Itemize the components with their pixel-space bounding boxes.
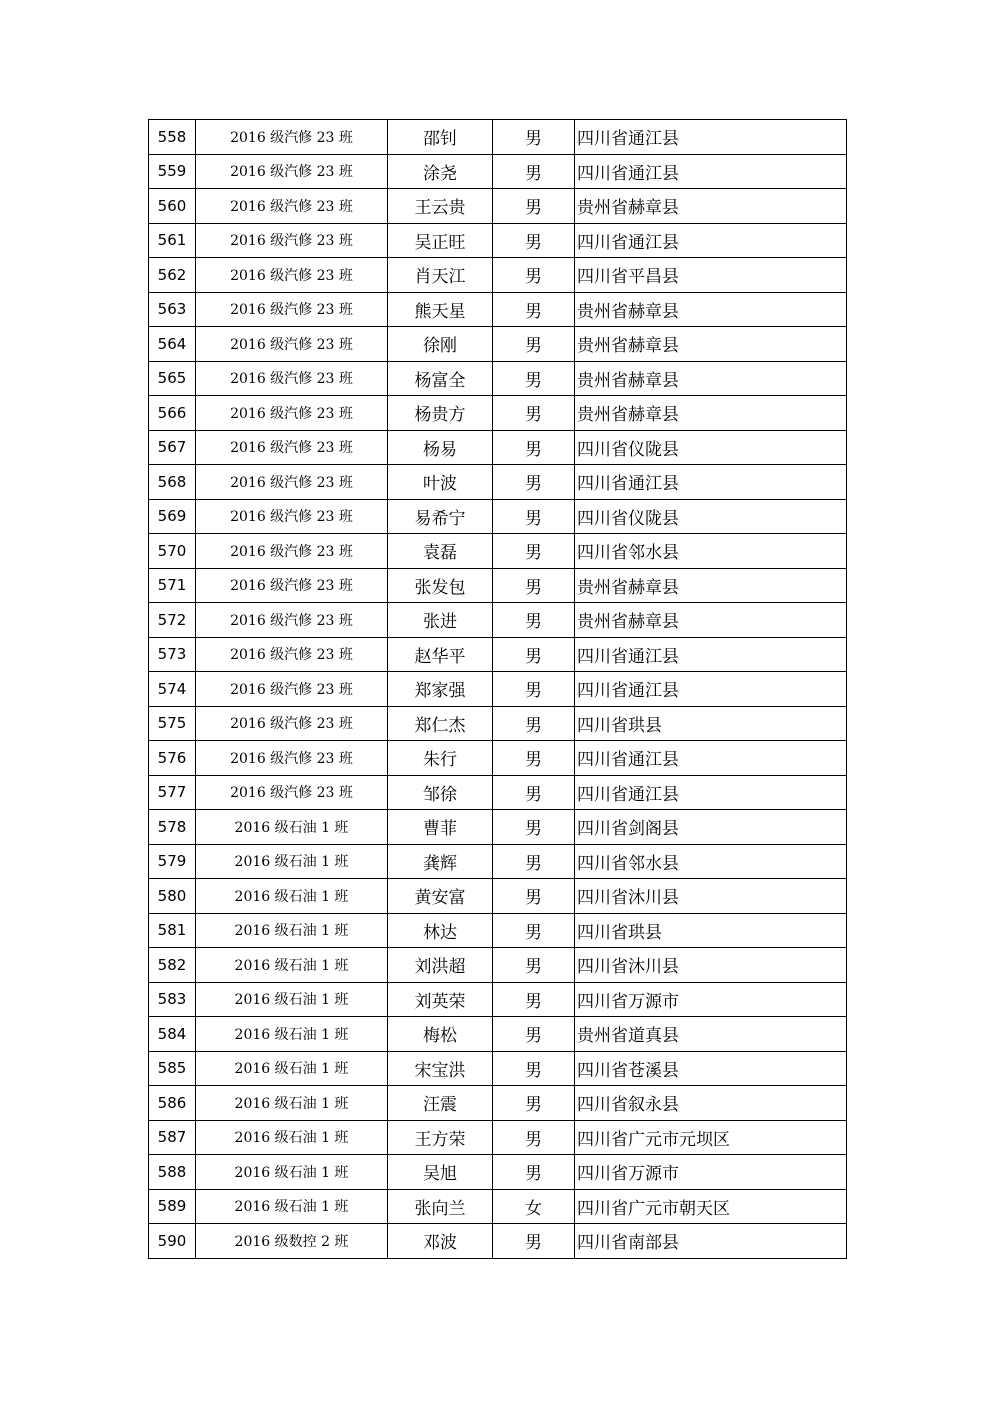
class-cell: 2016 级石油 1 班 (196, 844, 388, 879)
origin-cell: 四川省通江县 (575, 154, 847, 189)
table-row (149, 1120, 847, 1155)
class-cell: 2016 级汽修 23 班 (196, 154, 388, 189)
gender-cell: 男 (493, 189, 575, 224)
class-cell: 2016 级石油 1 班 (196, 1051, 388, 1086)
class-cell: 2016 级汽修 23 班 (196, 396, 388, 431)
table-row (149, 810, 847, 845)
row-number-cell: 568 (149, 465, 196, 500)
row-number-cell: 573 (149, 637, 196, 672)
gender-cell: 男 (493, 396, 575, 431)
gender-cell: 男 (493, 775, 575, 810)
table-row (149, 396, 847, 431)
row-number-cell: 579 (149, 844, 196, 879)
student-name-cell: 邵钊 (388, 120, 493, 155)
table-row (149, 603, 847, 638)
origin-cell: 四川省叙永县 (575, 1086, 847, 1121)
class-cell: 2016 级汽修 23 班 (196, 292, 388, 327)
row-number-cell: 583 (149, 982, 196, 1017)
origin-cell: 四川省邻水县 (575, 534, 847, 569)
origin-cell: 四川省通江县 (575, 637, 847, 672)
gender-cell: 男 (493, 913, 575, 948)
gender-cell: 男 (493, 1017, 575, 1052)
origin-cell: 四川省珙县 (575, 706, 847, 741)
table-row (149, 1155, 847, 1190)
row-number-cell: 572 (149, 603, 196, 638)
row-number-cell: 574 (149, 672, 196, 707)
student-name-cell: 熊天星 (388, 292, 493, 327)
student-name-cell: 杨贵方 (388, 396, 493, 431)
row-number-cell: 571 (149, 568, 196, 603)
student-name-cell: 张进 (388, 603, 493, 638)
student-name-cell: 宋宝洪 (388, 1051, 493, 1086)
origin-cell: 四川省通江县 (575, 465, 847, 500)
class-cell: 2016 级汽修 23 班 (196, 534, 388, 569)
gender-cell: 男 (493, 1224, 575, 1259)
class-cell: 2016 级汽修 23 班 (196, 223, 388, 258)
gender-cell: 男 (493, 603, 575, 638)
gender-cell: 男 (493, 637, 575, 672)
table-row (149, 637, 847, 672)
origin-cell: 贵州省道真县 (575, 1017, 847, 1052)
student-name-cell: 张向兰 (388, 1189, 493, 1224)
table-row (149, 879, 847, 914)
row-number-cell: 575 (149, 706, 196, 741)
table-row (149, 741, 847, 776)
table-row (149, 499, 847, 534)
origin-cell: 四川省沐川县 (575, 948, 847, 983)
row-number-cell: 576 (149, 741, 196, 776)
table-row (149, 361, 847, 396)
gender-cell: 男 (493, 1051, 575, 1086)
row-number-cell: 564 (149, 327, 196, 362)
row-number-cell: 569 (149, 499, 196, 534)
table-row (149, 189, 847, 224)
class-cell: 2016 级汽修 23 班 (196, 568, 388, 603)
class-cell: 2016 级汽修 23 班 (196, 258, 388, 293)
table-row (149, 430, 847, 465)
table-row (149, 327, 847, 362)
table-row (149, 775, 847, 810)
origin-cell: 四川省邻水县 (575, 844, 847, 879)
student-name-cell: 刘洪超 (388, 948, 493, 983)
table-row (149, 1189, 847, 1224)
row-number-cell: 558 (149, 120, 196, 155)
gender-cell: 男 (493, 1155, 575, 1190)
row-number-cell: 560 (149, 189, 196, 224)
gender-cell: 男 (493, 361, 575, 396)
table-row (149, 672, 847, 707)
origin-cell: 四川省通江县 (575, 223, 847, 258)
origin-cell: 四川省剑阁县 (575, 810, 847, 845)
table-row (149, 568, 847, 603)
row-number-cell: 567 (149, 430, 196, 465)
row-number-cell: 585 (149, 1051, 196, 1086)
gender-cell: 男 (493, 258, 575, 293)
gender-cell: 男 (493, 292, 575, 327)
origin-cell: 四川省通江县 (575, 775, 847, 810)
table-row (149, 258, 847, 293)
table-row (149, 1224, 847, 1259)
row-number-cell: 588 (149, 1155, 196, 1190)
origin-cell: 贵州省赫章县 (575, 292, 847, 327)
student-name-cell: 郑家强 (388, 672, 493, 707)
class-cell: 2016 级汽修 23 班 (196, 189, 388, 224)
gender-cell: 男 (493, 810, 575, 845)
gender-cell: 男 (493, 534, 575, 569)
class-cell: 2016 级石油 1 班 (196, 948, 388, 983)
student-name-cell: 汪震 (388, 1086, 493, 1121)
row-number-cell: 565 (149, 361, 196, 396)
class-cell: 2016 级石油 1 班 (196, 913, 388, 948)
class-cell: 2016 级汽修 23 班 (196, 741, 388, 776)
class-cell: 2016 级数控 2 班 (196, 1224, 388, 1259)
gender-cell: 男 (493, 948, 575, 983)
student-name-cell: 易希宁 (388, 499, 493, 534)
gender-cell: 男 (493, 154, 575, 189)
student-name-cell: 杨易 (388, 430, 493, 465)
origin-cell: 四川省万源市 (575, 1155, 847, 1190)
class-cell: 2016 级汽修 23 班 (196, 603, 388, 638)
student-name-cell: 邹徐 (388, 775, 493, 810)
origin-cell: 四川省通江县 (575, 672, 847, 707)
gender-cell: 男 (493, 327, 575, 362)
gender-cell: 男 (493, 741, 575, 776)
gender-cell: 男 (493, 1120, 575, 1155)
row-number-cell: 566 (149, 396, 196, 431)
gender-cell: 男 (493, 499, 575, 534)
class-cell: 2016 级汽修 23 班 (196, 706, 388, 741)
row-number-cell: 590 (149, 1224, 196, 1259)
row-number-cell: 582 (149, 948, 196, 983)
class-cell: 2016 级汽修 23 班 (196, 327, 388, 362)
origin-cell: 贵州省赫章县 (575, 327, 847, 362)
row-number-cell: 559 (149, 154, 196, 189)
origin-cell: 贵州省赫章县 (575, 568, 847, 603)
origin-cell: 四川省苍溪县 (575, 1051, 847, 1086)
student-name-cell: 曹菲 (388, 810, 493, 845)
origin-cell: 贵州省赫章县 (575, 189, 847, 224)
gender-cell: 男 (493, 879, 575, 914)
student-name-cell: 涂尧 (388, 154, 493, 189)
table-row (149, 982, 847, 1017)
student-name-cell: 吴正旺 (388, 223, 493, 258)
gender-cell: 男 (493, 982, 575, 1017)
table-row (149, 292, 847, 327)
row-number-cell: 589 (149, 1189, 196, 1224)
row-number-cell: 570 (149, 534, 196, 569)
table-row (149, 844, 847, 879)
student-name-cell: 张发包 (388, 568, 493, 603)
student-name-cell: 肖天江 (388, 258, 493, 293)
gender-cell: 男 (493, 844, 575, 879)
origin-cell: 四川省南部县 (575, 1224, 847, 1259)
table-row (149, 913, 847, 948)
gender-cell: 男 (493, 672, 575, 707)
student-name-cell: 刘英荣 (388, 982, 493, 1017)
class-cell: 2016 级汽修 23 班 (196, 499, 388, 534)
origin-cell: 四川省仪陇县 (575, 499, 847, 534)
class-cell: 2016 级石油 1 班 (196, 982, 388, 1017)
gender-cell: 男 (493, 706, 575, 741)
origin-cell: 四川省万源市 (575, 982, 847, 1017)
student-name-cell: 赵华平 (388, 637, 493, 672)
table-row (149, 465, 847, 500)
class-cell: 2016 级石油 1 班 (196, 810, 388, 845)
origin-cell: 贵州省赫章县 (575, 361, 847, 396)
row-number-cell: 587 (149, 1120, 196, 1155)
origin-cell: 四川省平昌县 (575, 258, 847, 293)
student-name-cell: 龚辉 (388, 844, 493, 879)
table-row (149, 948, 847, 983)
table-row (149, 120, 847, 155)
table-row (149, 223, 847, 258)
student-name-cell: 邓波 (388, 1224, 493, 1259)
table-row (149, 1086, 847, 1121)
row-number-cell: 578 (149, 810, 196, 845)
student-name-cell: 叶波 (388, 465, 493, 500)
student-name-cell: 黄安富 (388, 879, 493, 914)
row-number-cell: 586 (149, 1086, 196, 1121)
roster-body (149, 120, 847, 1259)
origin-cell: 贵州省赫章县 (575, 396, 847, 431)
student-name-cell: 杨富全 (388, 361, 493, 396)
table-row (149, 154, 847, 189)
row-number-cell: 563 (149, 292, 196, 327)
table-row (149, 706, 847, 741)
row-number-cell: 584 (149, 1017, 196, 1052)
class-cell: 2016 级汽修 23 班 (196, 637, 388, 672)
class-cell: 2016 级石油 1 班 (196, 1086, 388, 1121)
table-row (149, 1051, 847, 1086)
row-number-cell: 577 (149, 775, 196, 810)
gender-cell: 男 (493, 120, 575, 155)
class-cell: 2016 级石油 1 班 (196, 879, 388, 914)
class-cell: 2016 级汽修 23 班 (196, 775, 388, 810)
origin-cell: 四川省通江县 (575, 120, 847, 155)
origin-cell: 四川省广元市元坝区 (575, 1120, 847, 1155)
gender-cell: 男 (493, 223, 575, 258)
student-roster-table (148, 119, 847, 1259)
class-cell: 2016 级汽修 23 班 (196, 361, 388, 396)
student-name-cell: 林达 (388, 913, 493, 948)
table-row (149, 534, 847, 569)
origin-cell: 四川省仪陇县 (575, 430, 847, 465)
gender-cell: 男 (493, 465, 575, 500)
class-cell: 2016 级石油 1 班 (196, 1120, 388, 1155)
class-cell: 2016 级汽修 23 班 (196, 120, 388, 155)
class-cell: 2016 级石油 1 班 (196, 1155, 388, 1190)
row-number-cell: 580 (149, 879, 196, 914)
origin-cell: 四川省广元市朝天区 (575, 1189, 847, 1224)
student-name-cell: 吴旭 (388, 1155, 493, 1190)
class-cell: 2016 级汽修 23 班 (196, 465, 388, 500)
student-name-cell: 梅松 (388, 1017, 493, 1052)
origin-cell: 贵州省赫章县 (575, 603, 847, 638)
class-cell: 2016 级石油 1 班 (196, 1017, 388, 1052)
row-number-cell: 561 (149, 223, 196, 258)
student-name-cell: 王云贵 (388, 189, 493, 224)
class-cell: 2016 级石油 1 班 (196, 1189, 388, 1224)
origin-cell: 四川省珙县 (575, 913, 847, 948)
student-name-cell: 袁磊 (388, 534, 493, 569)
class-cell: 2016 级汽修 23 班 (196, 430, 388, 465)
student-name-cell: 郑仁杰 (388, 706, 493, 741)
table-row (149, 1017, 847, 1052)
row-number-cell: 581 (149, 913, 196, 948)
gender-cell: 男 (493, 430, 575, 465)
origin-cell: 四川省通江县 (575, 741, 847, 776)
gender-cell: 女 (493, 1189, 575, 1224)
gender-cell: 男 (493, 1086, 575, 1121)
student-name-cell: 徐刚 (388, 327, 493, 362)
student-name-cell: 王方荣 (388, 1120, 493, 1155)
row-number-cell: 562 (149, 258, 196, 293)
origin-cell: 四川省沐川县 (575, 879, 847, 914)
gender-cell: 男 (493, 568, 575, 603)
student-name-cell: 朱行 (388, 741, 493, 776)
class-cell: 2016 级汽修 23 班 (196, 672, 388, 707)
